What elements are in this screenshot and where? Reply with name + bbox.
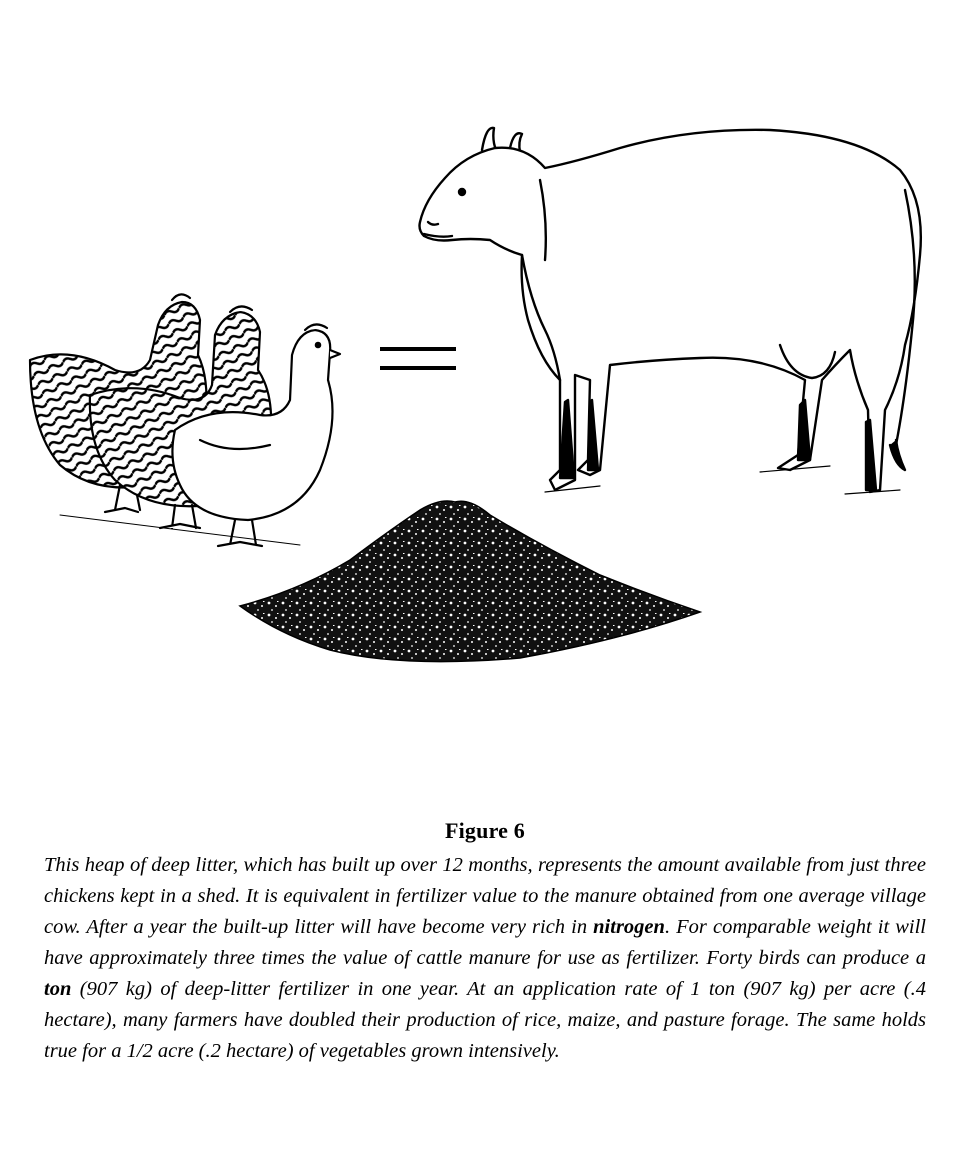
caption-part: This heap of deep litter, which has built up over 12 months, represents the amount available from just three chickens kept in a shed. It is equivalent in fertilizer value to the manure obtained from one average village cow. After a year the built-up litter will have become very rich in xyxy=(44,854,926,938)
equals-sign-icon xyxy=(380,349,456,368)
figure-text xyxy=(44,850,926,1067)
cow-icon xyxy=(420,128,921,494)
caption-part: . For comparable weight it will have approximately three times the value of cattle manure for use as fertilizer. Forty birds can produce a xyxy=(44,916,926,969)
caption-term-nitrogen: nitrogen xyxy=(593,916,665,938)
caption-part: (907 kg) of deep-litter fertilizer in one year. At an application rate of 1 ton (907 kg) per acre (.4 hectare), many farmers have doubled their production of rice, maize, and pasture forage. The same holds true for a 1/2 acre (.2 hectare) of vegetables grown intensively. xyxy=(44,978,926,1062)
litter-heap-icon xyxy=(240,501,700,662)
three-chickens-icon xyxy=(30,294,340,546)
figure-title: Figure 6 xyxy=(444,818,526,843)
figure-caption xyxy=(44,818,926,1067)
caption-term-ton: ton xyxy=(44,978,72,1000)
